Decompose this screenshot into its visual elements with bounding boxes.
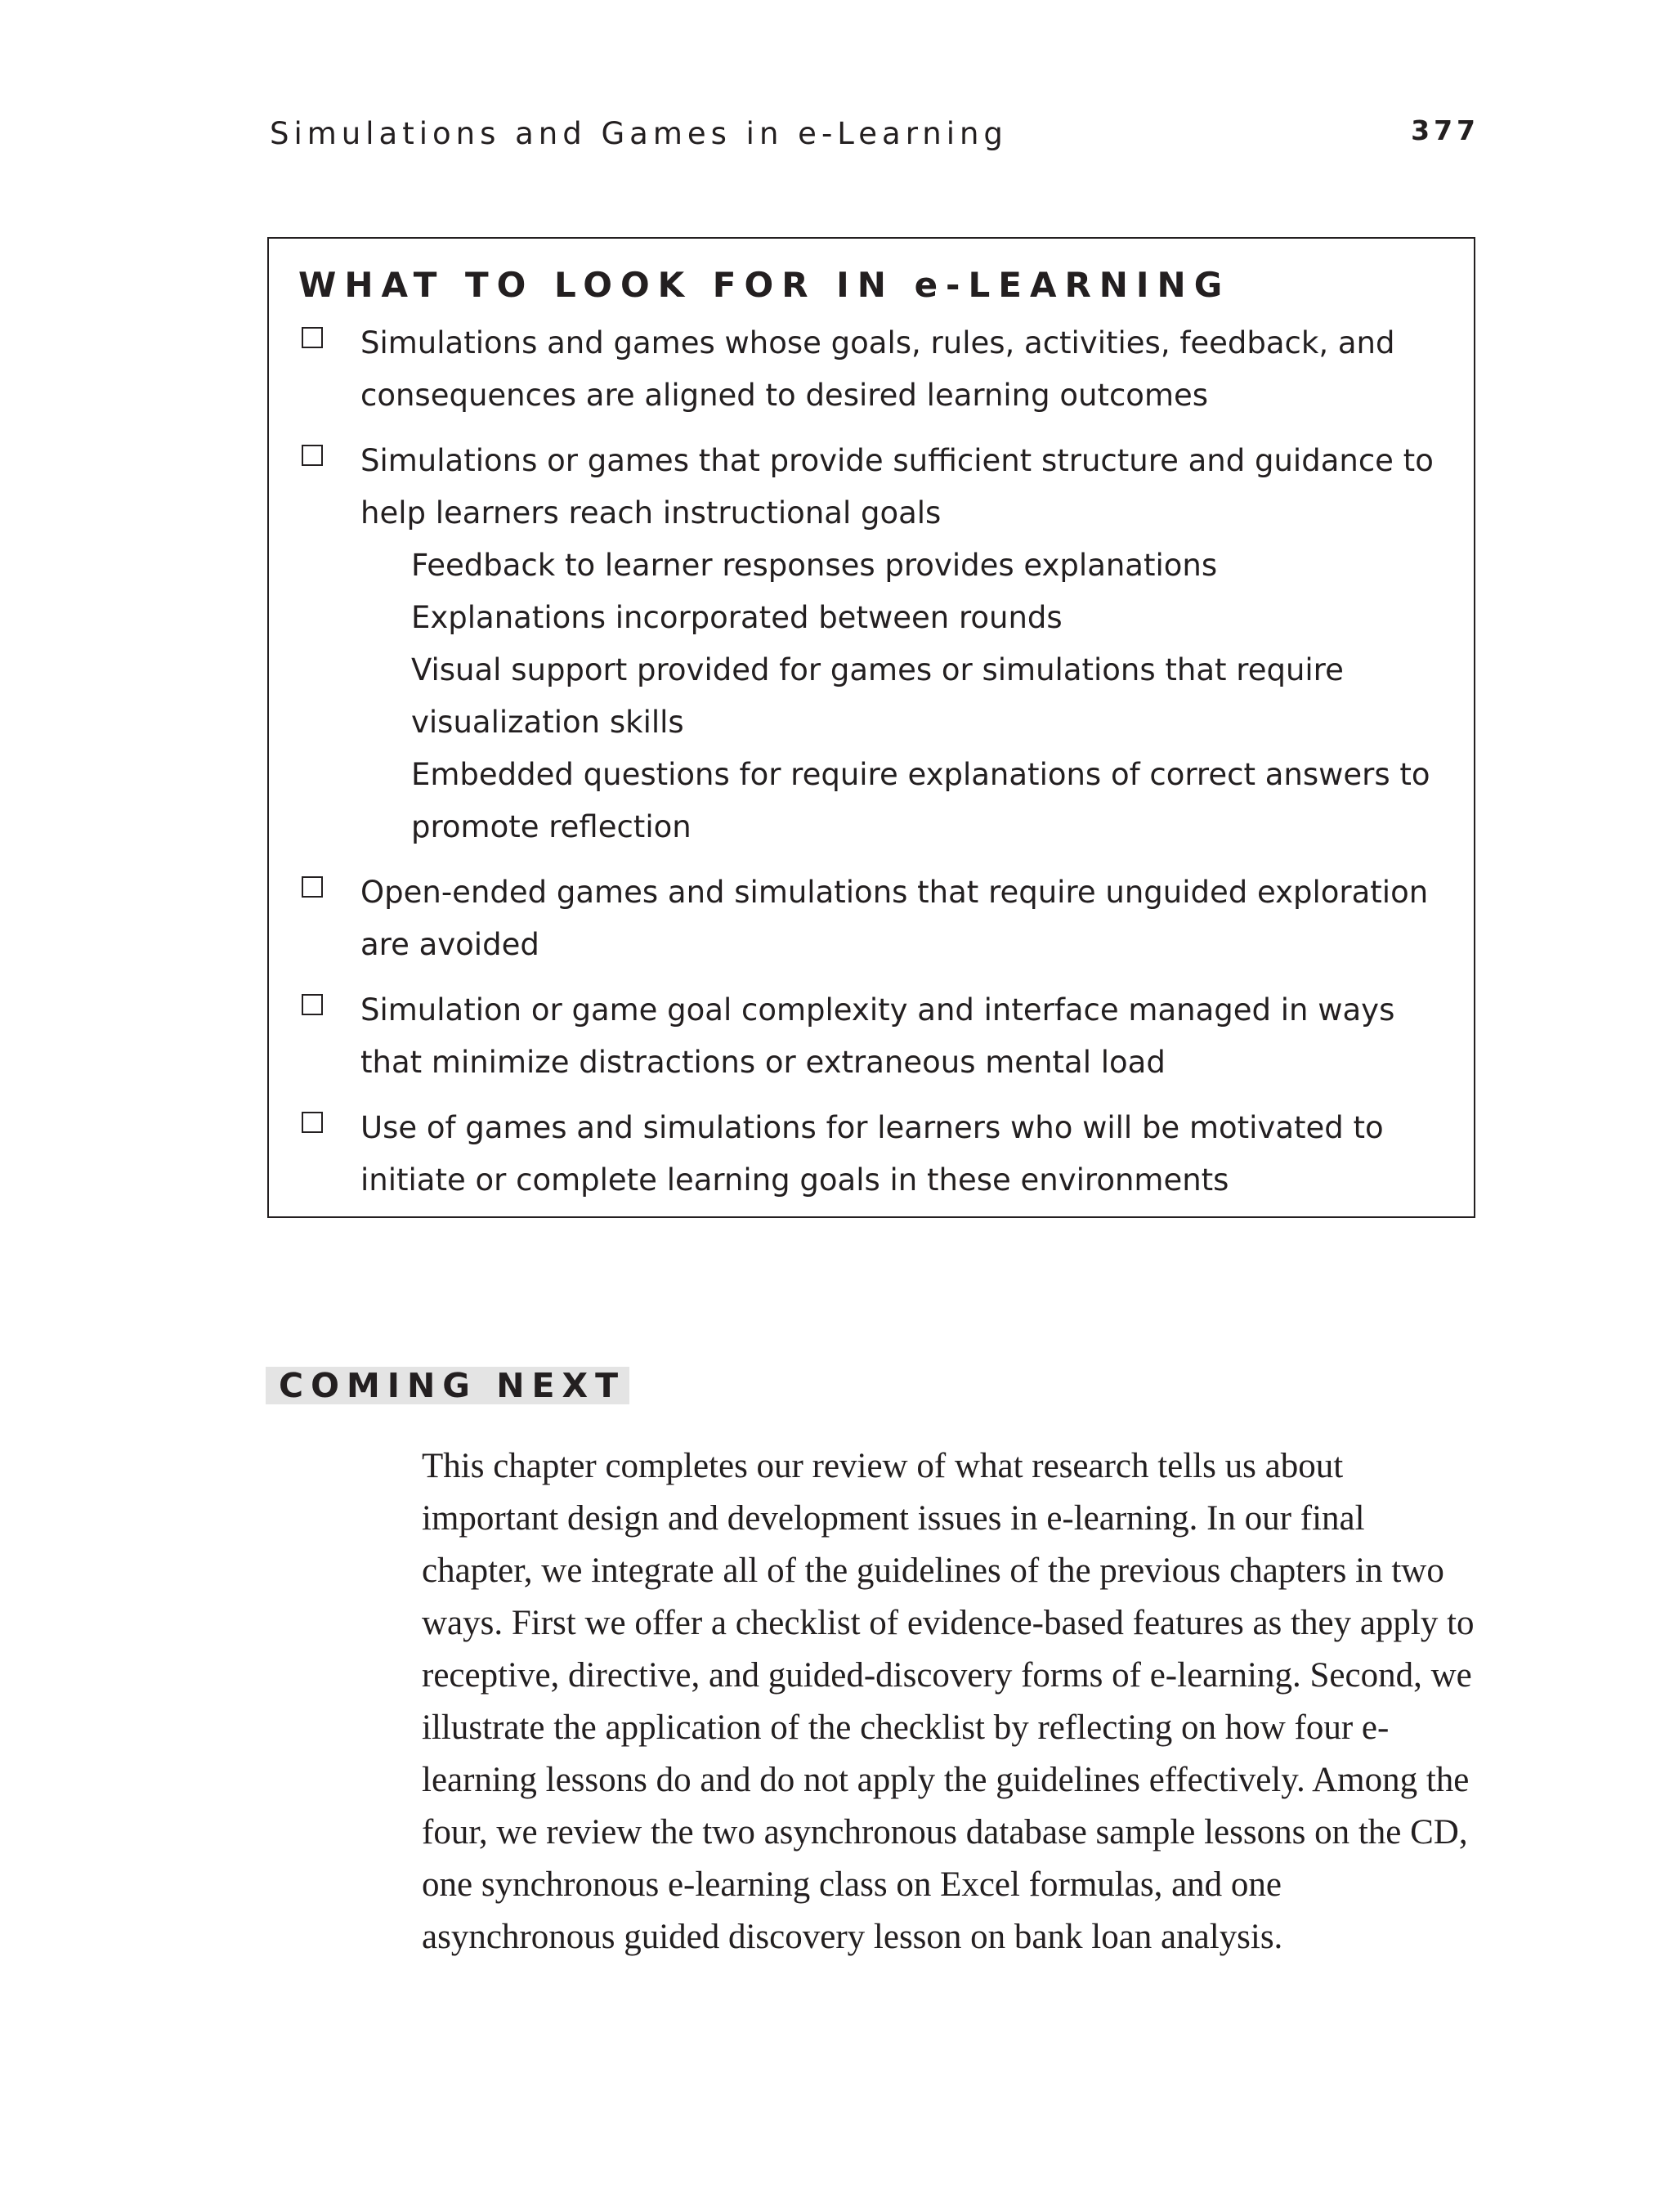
checklist-item <box>269 866 1474 971</box>
checklist-item-text: Simulations or games that provide sufficient structure and guidance to help learners reach instructional goals <box>360 443 1434 531</box>
page-number: 377 <box>1411 114 1479 146</box>
checkbox-icon <box>302 445 323 466</box>
checklist-subitem: Embedded questions for require explanations of correct answers to promote reflection <box>411 757 1430 844</box>
running-head-title: Simulations and Games in e-Learning <box>270 116 1008 151</box>
checkbox-icon <box>302 876 323 898</box>
checklist-box <box>267 237 1475 1218</box>
checklist-item <box>269 435 1474 853</box>
section-body-paragraph: This chapter completes our review of what research tells us about important design and development issues in e-learning. In our final chapter, we integrate all of the guidelines of the previous chapters in two ways. First we offer a checklist of evidence-based features as they apply to receptive, directive, and guided-discovery forms of e-learning. Second, we illustrate the application of the checklist by reflecting on how four e-learning lessons do and do not apply the guidelines effectively. Among the four, we review the two asynchronous database sample lessons on the CD, one synchronous e-learning class on Excel formulas, and one asynchronous guided discovery lesson on bank loan analysis. <box>422 1447 1475 1956</box>
checklist-subitem: Explanations incorporated between rounds <box>411 600 1063 635</box>
checklist-item-text: Simulation or game goal complexity and interface managed in ways that minimize distractions or extraneous mental load <box>360 992 1395 1080</box>
checkbox-icon <box>302 327 323 348</box>
checklist-box-title: WHAT TO LOOK FOR IN e-LEARNING <box>298 265 1231 305</box>
section-heading-text: COMING NEXT <box>279 1366 626 1405</box>
checklist-item-text: Use of games and simulations for learners who will be motivated to initiate or complete learning goals in these environments <box>360 1110 1384 1198</box>
checkbox-icon <box>302 1112 323 1133</box>
checklist-subitem: Visual support provided for games or simulations that require visualization skills <box>411 652 1344 740</box>
checklist-item <box>269 984 1474 1089</box>
checklist-subitem: Feedback to learner responses provides explanations <box>411 548 1218 583</box>
checklist-item-text: Simulations and games whose goals, rules, activities, feedback, and consequences are aligned to desired learning outcomes <box>360 325 1395 413</box>
checklist <box>269 317 1474 1220</box>
checklist-item <box>269 317 1474 422</box>
checkbox-icon <box>302 994 323 1015</box>
coming-next-heading <box>266 1367 629 1404</box>
checklist-item <box>269 1102 1474 1207</box>
checklist-sublist <box>360 540 1441 853</box>
checklist-item-text: Open-ended games and simulations that require unguided exploration are avoided <box>360 875 1429 962</box>
